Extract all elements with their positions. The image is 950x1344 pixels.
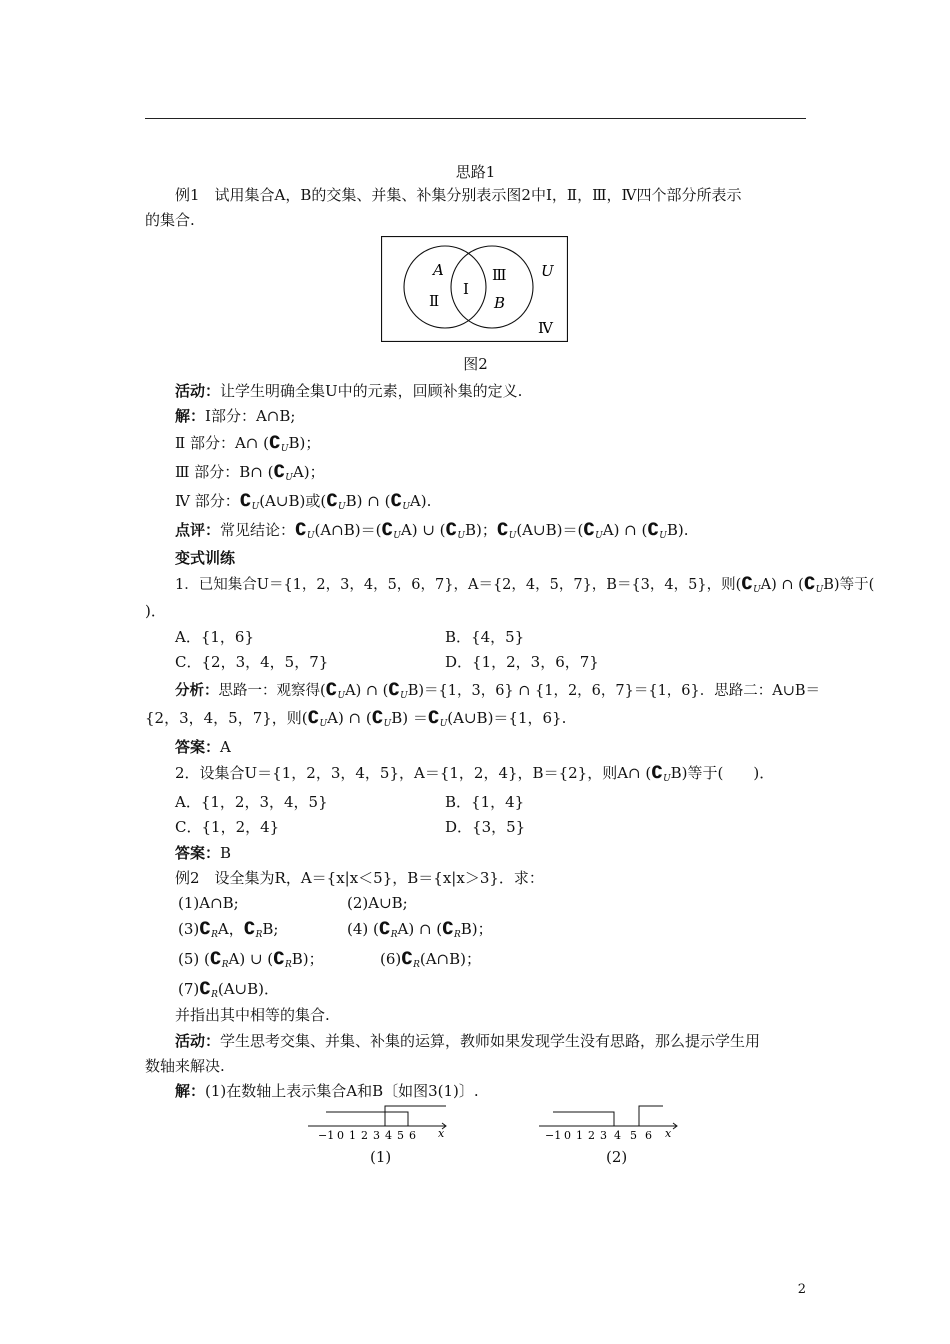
tick-6: 6 [409,1129,416,1142]
number-line-1-caption: (1) [370,1148,392,1166]
set-bracket-right [639,1106,663,1126]
venn-label-u: U [541,262,554,280]
tick-1: 1 [576,1129,583,1142]
figure-caption: 图2 [463,355,488,373]
tick-4: 4 [614,1129,621,1142]
example-2-item4: (4) $(∁_RA)$ ∩ $(∁_RB)$； [347,919,493,940]
set-a-bracket [326,1112,408,1126]
venn-diagram [381,236,568,342]
question-2-option-c: C．{1，2，4} [175,818,280,836]
tick-neg1: −1 [545,1129,562,1142]
venn-label-4: Ⅳ [538,319,553,337]
venn-label-a: A [433,261,444,279]
question-1-line2: )． [145,602,166,620]
set-b-bracket [385,1106,446,1126]
axis-label-x: x [438,1127,445,1140]
activity-2-line2: 数轴来解决. [145,1057,225,1075]
number-line-2-caption: (2) [606,1148,628,1166]
tick-3: 3 [373,1129,380,1142]
tick-neg1: −1 [318,1129,335,1142]
example-1-line2: 的集合. [145,211,195,229]
example-1-line1: 例1 试用集合A，B的交集、并集、补集分别表示图2中Ⅰ，Ⅱ，Ⅲ，Ⅳ四个部分所表示 [175,186,742,204]
example-2-item1: (1)A∩B; [178,894,239,912]
venn-label-2: Ⅱ [429,292,440,310]
venn-label-1: Ⅰ [463,280,469,298]
tick-2: 2 [588,1129,595,1142]
solution-2-line1: 解：(1)在数轴上表示集合A和B〔如图3(1)〕. [175,1082,479,1100]
question-2-option-a: A．{1，2，3，4，5} [175,793,328,811]
venn-label-b: B [494,294,506,312]
page-number: 2 [797,1282,806,1297]
venn-label-3: Ⅲ [492,266,507,284]
answer-1: 答案：A [175,738,231,756]
question-1-line1: 1．已知集合U＝{1，2，3，4，5，6，7}，A＝{2，4，5，7}，B＝{3，4，5}，则$(∁_UA)$ ∩ $(∁_UB)$等于( [175,574,875,595]
number-line-2 [537,1104,687,1144]
example-2-item5: (5) $(∁_RA)$ ∪ $(∁_RB)$； [178,949,324,970]
set-bracket-left [553,1112,614,1126]
solution-1-part4: Ⅳ 部分：$∁_U(A\cup B)$或$(∁_UB)$ ∩ $(∁_UA)$. [175,491,432,512]
activity-1: 活动：让学生明确全集U中的元素，回顾补集的定义. [175,382,523,400]
example-2-tail: 并指出其中相等的集合. [175,1006,330,1024]
example-2-line1: 例2 设全集为R，A＝{x|x＜5}，B＝{x|x＞3}．求： [175,869,544,887]
tick-0: 0 [337,1129,344,1142]
solution-1-part2: Ⅱ 部分：A∩ $(∁_UB)$； [175,433,321,454]
tick-6: 6 [645,1129,652,1142]
variant-training-heading: 变式训练 [175,549,236,567]
tick-5: 5 [397,1129,404,1142]
tick-5: 5 [630,1129,637,1142]
circle-a [404,246,486,328]
section-heading: 思路1 [455,163,496,181]
example-2-item6: $(6)∁_R(A\cap B)$； [380,949,482,970]
tick-3: 3 [600,1129,607,1142]
question-2-line1: 2．设集合U＝{1，2，3，4，5}，A＝{1，2，4}，B＝{2}，则A∩ $(∁_UB)$等于( )． [175,763,775,784]
header-rule [145,118,806,119]
answer-2: 答案：B [175,844,232,862]
tick-2: 2 [361,1129,368,1142]
example-2-item2: (2)A∪B; [347,894,408,912]
question-1-option-a: A．{1，6} [175,628,255,646]
question-1-option-c: C．{2，3，4，5，7} [175,653,329,671]
comment: 点评：常见结论：$∁_U(A\cap B)=(∁_UA)$ ∪ $(∁_UB)$；$∁_U(A\cup B)=(∁_UA)$ ∩ $(∁_UB)$. [175,520,689,541]
tick-1: 1 [349,1129,356,1142]
question-1-option-d: D．{1，2，3，6，7} [445,653,599,671]
solution-1-part1: 解：Ⅰ部分：A∩B; [175,407,296,425]
tick-0: 0 [564,1129,571,1142]
example-2-item7: $(7)∁_R(A\cup B)$． [178,979,280,1000]
example-2-item3: $(3)∁_RA$，$∁_RB$; [178,919,279,940]
question-2-option-b: B．{1，4} [445,793,525,811]
number-line-1 [306,1104,456,1144]
activity-2-line1: 活动：学生思考交集、并集、补集的运算，教师如果发现学生没有思路，那么提示学生用 [175,1032,761,1050]
question-1-option-b: B．{4，5} [445,628,525,646]
analysis-line1: 分析：思路一：观察得$(∁_UA)$ ∩ $(∁_UB)=\{1$，3，6} ∩ {1，2，6，7}＝{1，6}．思路二：A∪B＝ [175,680,821,701]
tick-4: 4 [385,1129,392,1142]
question-2-option-d: D．{3，5} [445,818,526,836]
axis-label-x: x [665,1127,672,1140]
solution-1-part3: Ⅲ 部分：B∩ $(∁_UA)$； [175,462,325,483]
analysis-line2: {2，3，4，5，7}，则$(∁_UA)$ ∩ $(∁_UB)$ $=∁_U(A\cup B)=\{1$，6}. [145,708,567,729]
